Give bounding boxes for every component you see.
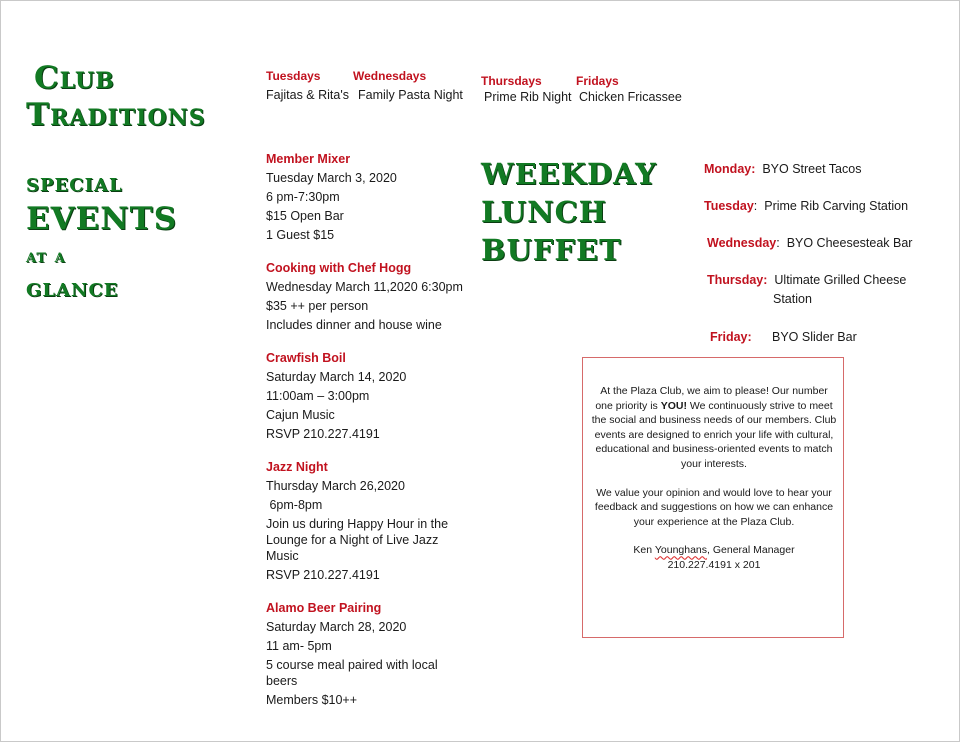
lunch-day: Tuesday <box>704 199 754 213</box>
lunch-day: Wednesday <box>707 236 777 250</box>
sig-last: Younghans <box>654 544 708 557</box>
sig-title: , General Manager <box>707 544 795 557</box>
event-line: RSVP 210.227.4191 <box>266 568 380 582</box>
event-crawfish-boil <box>266 351 466 442</box>
event-line: $15 Open Bar <box>266 209 344 223</box>
event-member-mixer <box>266 152 466 243</box>
lunch-row-monday <box>704 162 861 176</box>
event-line: 11:00am – 3:00pm <box>266 389 370 403</box>
event-name: Cooking with Chef Hogg <box>266 261 412 275</box>
event-name: Member Mixer <box>266 152 351 166</box>
event-line: Wednesday March 11,2020 6:30pm <box>266 280 463 294</box>
event-line: Thursday March 26,2020 <box>266 479 405 493</box>
buffet-line-1: WEEKDAY <box>481 157 657 191</box>
night-item-tuesdays: Fajitas & Rita's <box>266 88 349 102</box>
message-text <box>591 384 837 573</box>
lunch-item-friday: BYO Slider Bar <box>772 330 857 344</box>
traditions-word: Traditions <box>26 97 206 133</box>
event-line: Cajun Music <box>266 408 335 422</box>
event-name: Crawfish Boil <box>266 351 346 365</box>
lunch-item: BYO Cheesesteak Bar <box>786 236 913 250</box>
event-line: RSVP 210.227.4191 <box>266 427 380 441</box>
signature-line <box>591 543 837 558</box>
night-day-thursdays: Thursdays <box>481 74 542 88</box>
event-line: Includes dinner and house wine <box>266 318 442 332</box>
message-p1-a: At the Plaza Club, we aim to please! Our number one priority is <box>595 385 828 412</box>
event-line: Join us during Happy Hour in the Lounge for a Night of Live Jazz Music <box>266 517 449 563</box>
club-word: Club <box>34 60 115 96</box>
event-line: $35 ++ per person <box>266 299 369 313</box>
weekday-lunch-buffet-heading <box>481 155 657 269</box>
lunch-row-tuesday <box>704 199 908 213</box>
lunch-row-thursday <box>707 273 906 287</box>
night-day-fridays: Fridays <box>576 74 619 88</box>
event-cooking-chef-hogg <box>266 261 466 333</box>
night-day-tuesdays: Tuesdays <box>266 69 321 83</box>
glance-word: glance <box>26 273 119 303</box>
lunch-sep: : <box>776 236 780 250</box>
manager-phone: 210.227.4191 x 201 <box>667 558 761 571</box>
lunch-item: BYO Street Tacos <box>762 162 862 176</box>
event-line: 6 pm-7:30pm <box>266 190 340 204</box>
event-line: Saturday March 14, 2020 <box>266 370 407 384</box>
message-you: YOU! <box>660 399 687 412</box>
event-line: Tuesday March 3, 2020 <box>266 171 397 185</box>
event-line: 6pm-8pm <box>266 498 323 512</box>
special-events-list <box>266 152 466 726</box>
message-p1-b: We continuously strive to meet the social and business needs of our members. Club events are designed to enrich your life with cultural, educational and business-oriented events to match your interests. <box>591 399 837 470</box>
message-paragraph-1 <box>591 384 837 472</box>
lunch-sep: : <box>753 199 758 213</box>
club-traditions-heading <box>26 60 206 134</box>
special-word: special <box>26 168 123 198</box>
night-day-wednesdays: Wednesdays <box>353 69 427 83</box>
event-line: Saturday March 28, 2020 <box>266 620 407 634</box>
lunch-day: Monday: <box>704 162 756 176</box>
lunch-item: Ultimate Grilled Cheese <box>774 273 907 287</box>
event-line: 11 am- 5pm <box>266 639 332 653</box>
at-a-word: at a <box>26 245 66 267</box>
event-name: Alamo Beer Pairing <box>266 601 382 615</box>
buffet-line-3: BUFFET <box>481 233 622 267</box>
lunch-item-thursday-cont: Station <box>773 292 812 306</box>
event-name: Jazz Night <box>266 460 328 474</box>
manager-message-box <box>582 357 844 638</box>
lunch-day: Friday: <box>710 330 752 344</box>
event-line: 5 course meal paired with local beers <box>266 658 438 688</box>
event-line: Members $10++ <box>266 693 358 707</box>
lunch-row-friday <box>710 330 752 344</box>
buffet-line-2: LUNCH <box>481 195 608 229</box>
message-paragraph-2: We value your opinion and would love to hear your feedback and suggestions on how we can enhance your experience at the Plaza Club. <box>594 486 834 528</box>
lunch-row-wednesday <box>707 236 912 250</box>
event-line: 1 Guest $15 <box>266 228 335 242</box>
sig-first: Ken <box>633 544 655 557</box>
night-item-fridays: Chicken Fricassee <box>579 90 682 104</box>
lunch-day: Thursday: <box>707 273 768 287</box>
lunch-item: Prime Rib Carving Station <box>764 199 909 213</box>
night-item-wednesdays: Family Pasta Night <box>358 88 463 102</box>
event-jazz-night <box>266 460 466 583</box>
event-alamo-beer-pairing <box>266 601 466 708</box>
night-item-thursdays: Prime Rib Night <box>484 90 572 104</box>
events-word: EVENTS <box>26 201 178 237</box>
